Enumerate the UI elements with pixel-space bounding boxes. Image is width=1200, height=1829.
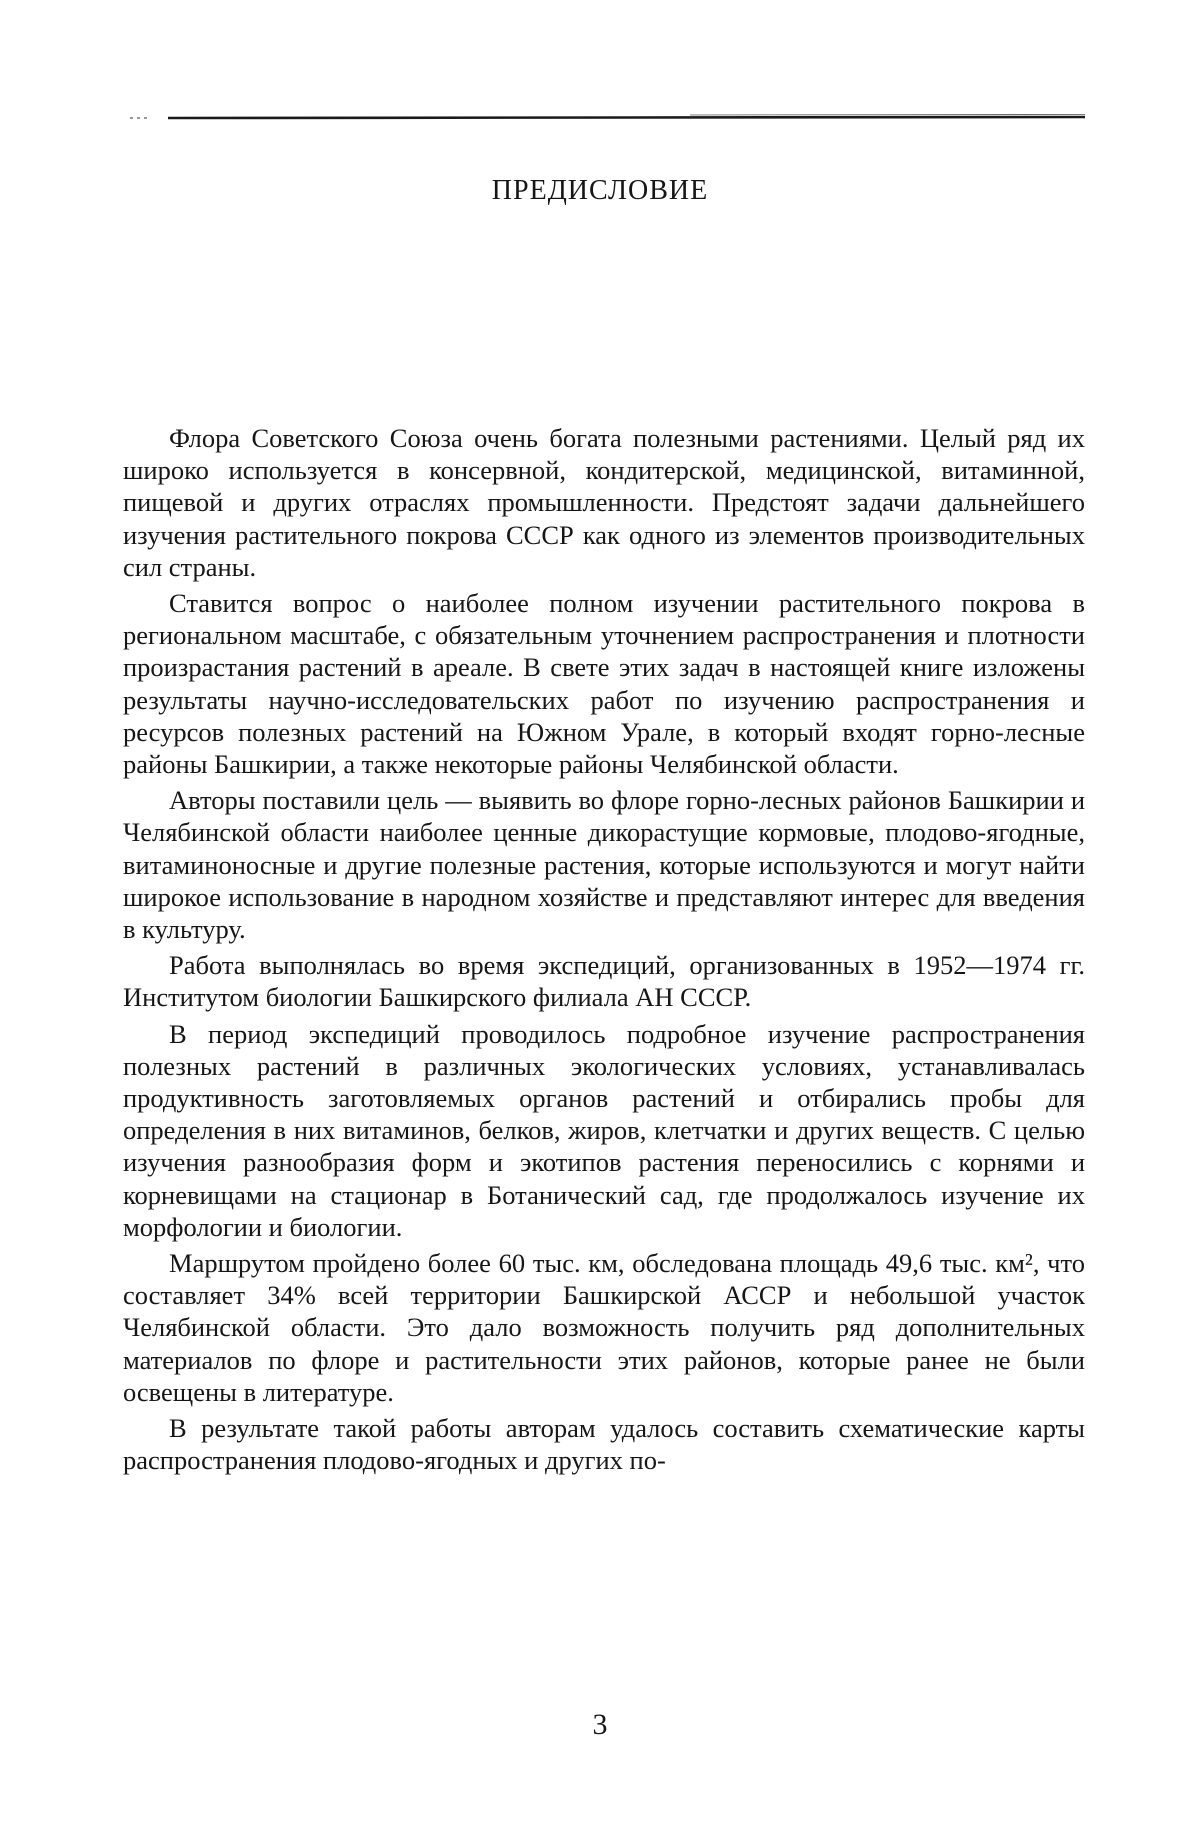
page-number: 3	[592, 1708, 608, 1741]
paragraph: Работа выполнялась во время экспедиций, организованных в 1952—1974 гг. Институтом биологии Башкирского филиала АН СССР.	[123, 950, 1085, 1013]
header-rule	[130, 113, 1085, 121]
paragraph: В период экспедиций проводилось подробное изучение распространения полезных растений в различных экологических условиях, устанавливалась продуктивность заготовляемых органов растений и отбирались пробы для определения в них витаминов, белков, жиров, клетчатки и других веществ. С целью изучения разнообразия форм и экотипов растения переносились с корнями и корневищами на стационар в Ботанический сад, где продолжалось изучение их морфологии и биологии.	[123, 1018, 1085, 1242]
paragraph: Флора Советского Союза очень богата полезными растениями. Целый ряд их широко используется в консервной, кондитерской, медицинской, витаминной, пищевой и других отраслях промышленности. Предстоят задачи дальнейшего изучения растительного покрова СССР как одного из элементов производительных сил страны.	[123, 423, 1085, 582]
paragraph: Ставится вопрос о наиболее полном изучении растительного покрова в региональном масштабе, с обязательным уточнением распространения и плотности произрастания растений в ареале. В свете этих задач в настоящей книге изложены результаты научно-исследовательских работ по изучению распространения и ресурсов полезных растений на Южном Урале, в который входят горно-лесные районы Башкирии, а также некоторые районы Челябинской области.	[123, 588, 1085, 780]
paragraph: Авторы поставили цель — выявить во флоре горно-лесных районов Башкирии и Челябинской области наиболее ценные дикорастущие кормовые, плодово-ягодные, витаминоносные и другие полезные растения, которые используются и могут найти широкое использование в народном хозяйстве и представляют интерес для введения в культуру.	[123, 785, 1085, 945]
paragraph: В результате такой работы авторам удалось составить схематические карты распространения плодово-ягодных и других по-	[123, 1413, 1085, 1476]
paragraph: Маршрутом пройдено более 60 тыс. км, обследована площадь 49,6 тыс. км², что составляет 34% всей территории Башкирской АССР и небольшой участок Челябинской области. Это дало возможность получить ряд дополнительных материалов по флоре и растительности этих районов, которые ранее не были освещены в литературе.	[123, 1248, 1085, 1407]
body-text	[123, 422, 1085, 1477]
page-heading: ПРЕДИСЛОВИЕ	[491, 175, 709, 206]
